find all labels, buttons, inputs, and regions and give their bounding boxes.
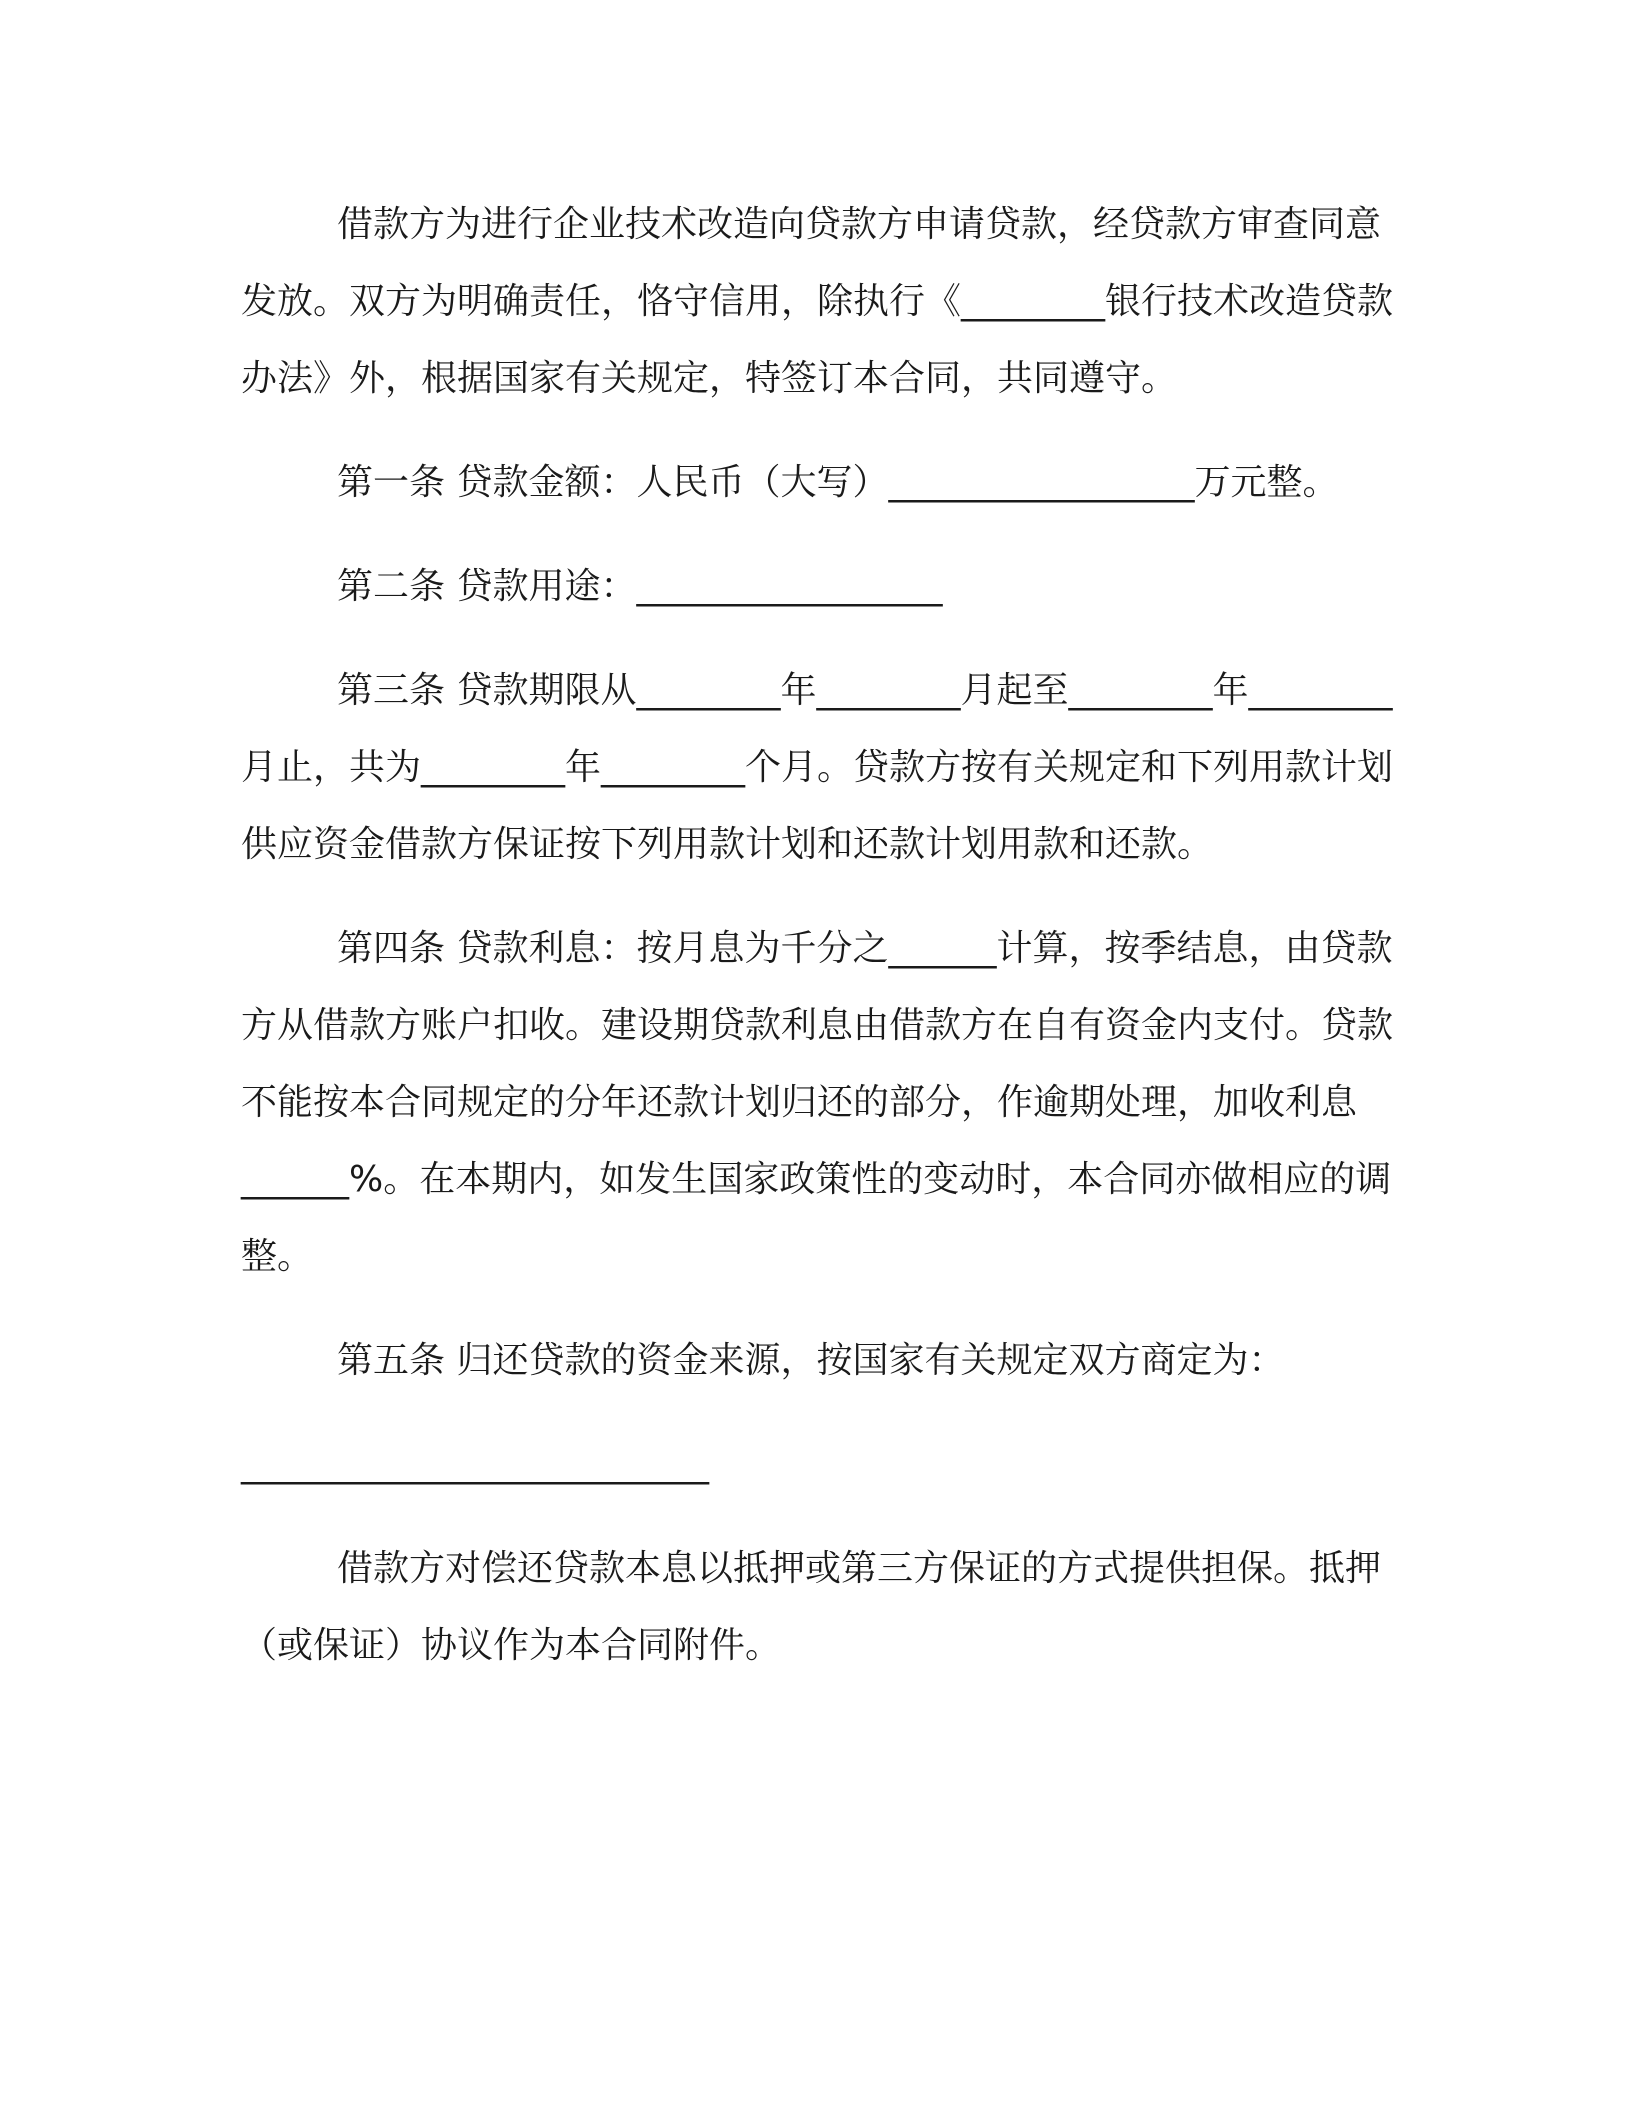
article-3-loan-term: 第三条 贷款期限从________年________月起至________年________月止，共为________年________个月。贷款方按有关规定和下列用款计划供应资金借款方保证按下列用款计划和还款计划用款和还款。 [241,670,1394,865]
article-1-loan-amount: 第一条 贷款金额：人民币（大写）_________________万元整。 [337,462,1339,503]
document-body [241,186,1401,1711]
guarantee-paragraph: 借款方对偿还贷款本息以抵押或第三方保证的方式提供担保。抵押（或保证）协议作为本合同附件。 [241,1548,1382,1666]
article-2-loan-purpose: 第二条 贷款用途：_________________ [337,566,943,607]
repayment-source-blank: __________________________ [241,1444,709,1485]
article-4-loan-interest: 第四条 贷款利息：按月息为千分之______计算，按季结息，由贷款方从借款方账户扣收。建设期贷款利息由借款方在自有资金内支付。贷款不能按本合同规定的分年还款计划归还的部分，作逾期处理，加收利息______%。在本期内，如发生国家政策性的变动时，本合同亦做相应的调整。 [241,928,1394,1277]
article-5-repayment-source: 第五条 归还贷款的资金来源，按国家有关规定双方商定为： [337,1340,1285,1381]
intro-paragraph: 借款方为进行企业技术改造向贷款方申请贷款，经贷款方审查同意发放。双方为明确责任，恪守信用，除执行《________银行技术改造贷款办法》外，根据国家有关规定，特签订本合同，共同遵守。 [241,204,1394,399]
